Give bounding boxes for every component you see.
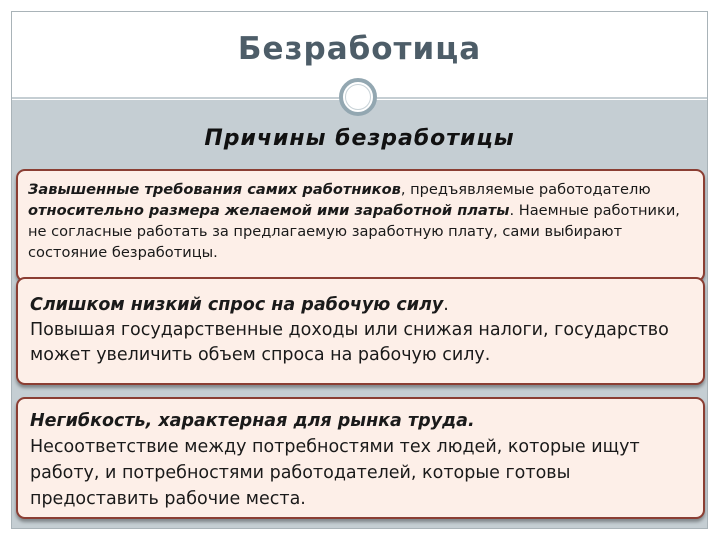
slide-title: Безработица (237, 31, 482, 67)
cause-title: Слишком низкий спрос на рабочую силу (30, 295, 444, 315)
circle-ornament-icon (339, 78, 377, 116)
cause-text: . (443, 295, 449, 315)
cause-description: Повышая государственные доходы или снижая налоги, государство может увеличить объем спроса на рабочую силу. (30, 320, 669, 365)
cause-card-3 (16, 397, 705, 519)
cause-card-1 (16, 169, 705, 282)
section-heading: Причины безработицы (204, 126, 515, 151)
cause-card-2 (16, 277, 705, 385)
cause-emphasis: относительно размера желаемой ими заработной платы (28, 202, 510, 219)
cause-title: Негибкость, характерная для рынка труда. (30, 411, 475, 431)
cause-text: , предъявляемые работодателю (400, 181, 651, 198)
cause-description: Несоответствие между потребностями тех людей, которые ищут работу, и потребностями работодателей, которые готовы предоставить рабочие места. (30, 437, 640, 509)
cause-title: Завышенные требования самих работников (28, 181, 401, 198)
cause-text: . Наемные работники, не согласные работать за предлагаемую заработную плату, сами выбирают состояние безработицы. (28, 202, 680, 261)
